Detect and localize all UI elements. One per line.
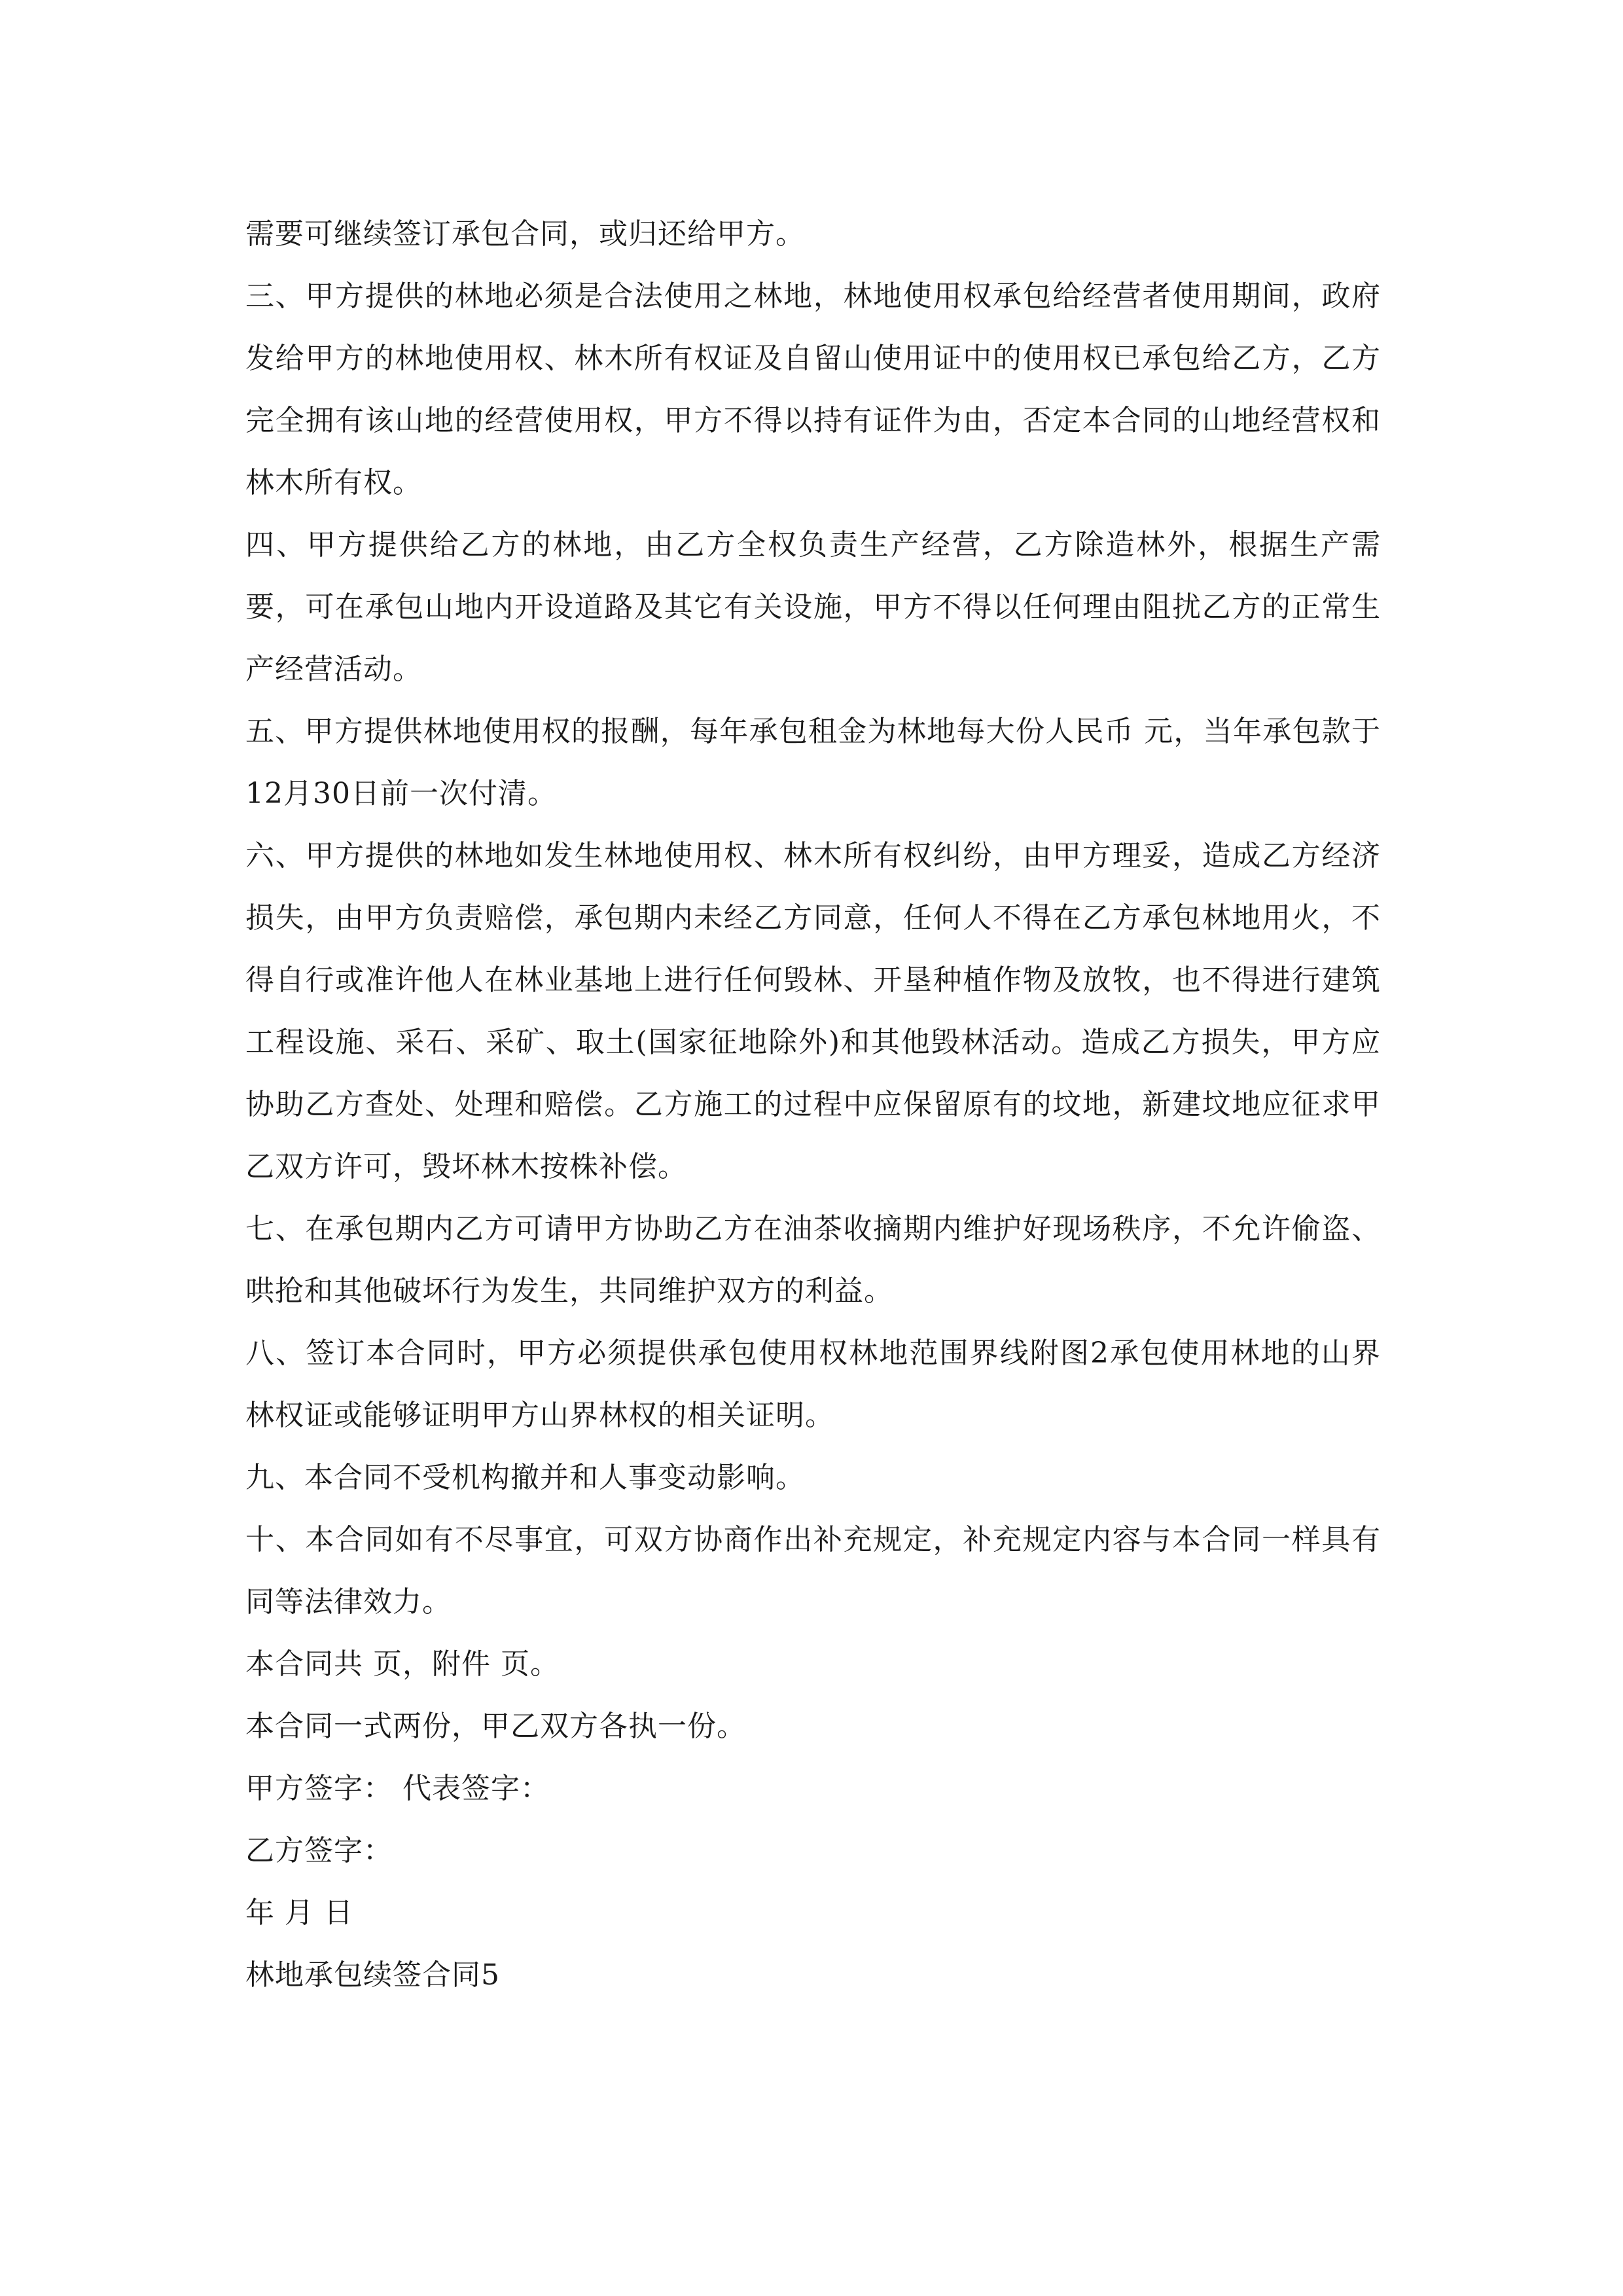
page-count-line: 本合同共 页，附件 页。 — [245, 1647, 560, 1681]
copies-line: 本合同一式两份，甲乙双方各执一份。 — [245, 1710, 746, 1743]
clause-9: 九、本合同不受机构撤并和人事变动影响。 — [245, 1461, 805, 1494]
clause-7: 七、在承包期内乙方可请甲方协助乙方在油茶收摘期内维护好现场秩序，不允许偷盗、哄抢和其他破坏行为发生，共同维护双方的利益。 — [245, 1212, 1381, 1308]
clause-5: 五、甲方提供林地使用权的报酬，每年承包租金为林地每大份人民币 元，当年承包款于12月30日前一次付清。 — [245, 715, 1381, 810]
party-a-signature-line: 甲方签字： 代表签字： — [245, 1772, 550, 1805]
clause-3: 三、甲方提供的林地必须是合法使用之林地，林地使用权承包给经营者使用期间，政府发给甲方的林地使用权、林木所有权证及自留山使用证中的使用权已承包给乙方，乙方完全拥有该山地的经营使用权，甲方不得以持有证件为由，否定本合同的山地经营权和林木所有权。 — [245, 279, 1381, 499]
party-b-signature-line: 乙方签字： — [245, 1834, 393, 1867]
document-body — [245, 203, 1381, 2006]
date-line: 年 月 日 — [245, 1896, 353, 1929]
clause-10: 十、本合同如有不尽事宜，可双方协商作出补充规定，补充规定内容与本合同一样具有同等法律效力。 — [245, 1523, 1381, 1619]
paragraph-continuation: 需要可继续签订承包合同，或归还给甲方。 — [245, 217, 805, 251]
next-section-title: 林地承包续签合同5 — [245, 1958, 500, 1992]
clause-8: 八、签订本合同时，甲方必须提供承包使用权林地范围界线附图2承包使用林地的山界林权证或能够证明甲方山界林权的相关证明。 — [245, 1336, 1381, 1432]
clause-6: 六、甲方提供的林地如发生林地使用权、林木所有权纠纷，由甲方理妥，造成乙方经济损失，由甲方负责赔偿，承包期内未经乙方同意，任何人不得在乙方承包林地用火，不得自行或准许他人在林业基地上进行任何毁林、开垦种植作物及放牧，也不得进行建筑工程设施、采石、采矿、取土(国家征地除外)和其他毁林活动。造成乙方损失，甲方应协助乙方查处、处理和赔偿。乙方施工的过程中应保留原有的坟地，新建坟地应征求甲乙双方许可，毁坏林木按株补偿。 — [245, 839, 1381, 1183]
clause-4: 四、甲方提供给乙方的林地，由乙方全权负责生产经营，乙方除造林外，根据生产需要，可在承包山地内开设道路及其它有关设施，甲方不得以任何理由阻扰乙方的正常生产经营活动。 — [245, 528, 1381, 686]
